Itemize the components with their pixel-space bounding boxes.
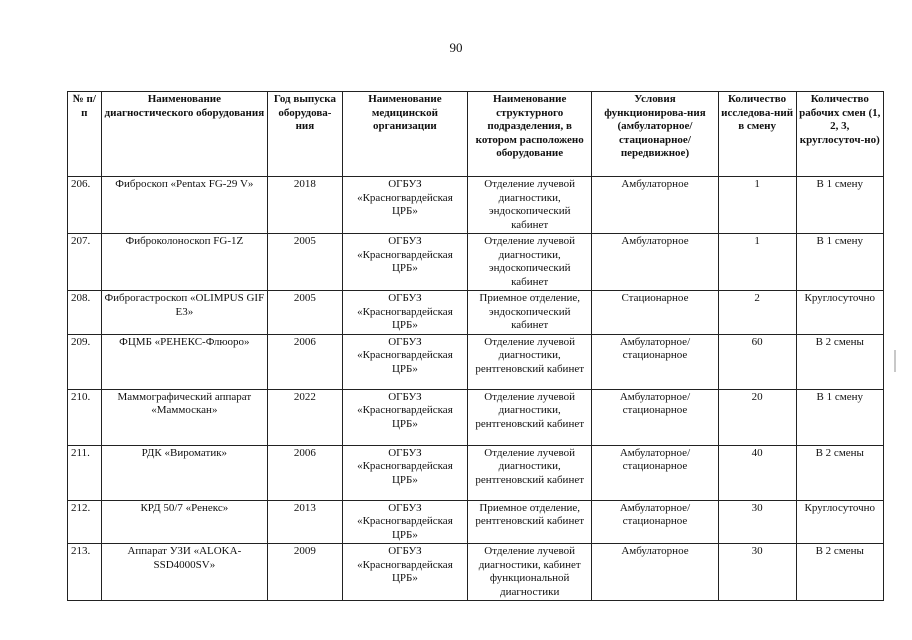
table-row xyxy=(68,234,884,291)
cell-count: 30 xyxy=(718,500,796,544)
table-row xyxy=(68,500,884,544)
cell-org: ОГБУЗ «Красногвардейская ЦРБ» xyxy=(342,500,467,544)
cell-shifts: В 1 смену xyxy=(796,389,883,445)
equipment-table xyxy=(67,91,884,601)
cell-year: 2005 xyxy=(268,234,343,291)
cell-mode: Амбулаторное/ стационарное xyxy=(592,334,718,389)
cell-num: 212. xyxy=(68,500,102,544)
header-org: Наименование медицинской организации xyxy=(342,92,467,177)
cell-unit: Отделение лучевой диагностики, рентгеновский кабинет xyxy=(468,445,592,500)
cell-shifts: В 1 смену xyxy=(796,177,883,234)
cell-year: 2006 xyxy=(268,445,343,500)
cell-count: 40 xyxy=(718,445,796,500)
cell-equipment: Аппарат УЗИ «ALOKA-SSD4000SV» xyxy=(101,544,267,601)
cell-unit: Отделение лучевой диагностики, кабинет функциональной диагностики xyxy=(468,544,592,601)
cell-unit: Отделение лучевой диагностики, рентгеновский кабинет xyxy=(468,334,592,389)
cell-equipment: Фиброскоп «Pentax FG-29 V» xyxy=(101,177,267,234)
cell-shifts: В 2 смены xyxy=(796,544,883,601)
cell-shifts: В 2 смены xyxy=(796,445,883,500)
cell-unit: Отделение лучевой диагностики, эндоскопический кабинет xyxy=(468,234,592,291)
cell-equipment: КРД 50/7 «Ренекс» xyxy=(101,500,267,544)
cell-num: 209. xyxy=(68,334,102,389)
header-shifts: Количество рабочих смен (1, 2, 3, круглосуточ-но) xyxy=(796,92,883,177)
cell-num: 206. xyxy=(68,177,102,234)
cell-mode: Амбулаторное xyxy=(592,177,718,234)
cell-equipment: РДК «Вироматик» xyxy=(101,445,267,500)
cell-unit: Приемное отделение, рентгеновский кабинет xyxy=(468,500,592,544)
cell-org: ОГБУЗ «Красногвардейская ЦРБ» xyxy=(342,389,467,445)
cell-mode: Амбулаторное xyxy=(592,544,718,601)
cell-num: 213. xyxy=(68,544,102,601)
table-row xyxy=(68,177,884,234)
header-mode: Условия функционирова-ния (амбулаторное/ стационарное/ передвижное) xyxy=(592,92,718,177)
header-equipment: Наименование диагностического оборудования xyxy=(101,92,267,177)
header-row xyxy=(68,92,884,177)
cell-year: 2018 xyxy=(268,177,343,234)
cell-unit: Отделение лучевой диагностики, рентгеновский кабинет xyxy=(468,389,592,445)
scan-edge-mark xyxy=(894,350,896,372)
cell-num: 208. xyxy=(68,291,102,335)
cell-org: ОГБУЗ «Красногвардейская ЦРБ» xyxy=(342,291,467,335)
cell-year: 2013 xyxy=(268,500,343,544)
header-year: Год выпуска оборудова-ния xyxy=(268,92,343,177)
cell-shifts: Круглосуточно xyxy=(796,500,883,544)
cell-count: 30 xyxy=(718,544,796,601)
cell-shifts: В 1 смену xyxy=(796,234,883,291)
header-num: № п/п xyxy=(68,92,102,177)
cell-equipment: Фиброгастроскоп «OLIMPUS GIF E3» xyxy=(101,291,267,335)
cell-mode: Амбулаторное/ стационарное xyxy=(592,389,718,445)
cell-year: 2005 xyxy=(268,291,343,335)
cell-org: ОГБУЗ «Красногвардейская ЦРБ» xyxy=(342,334,467,389)
cell-org: ОГБУЗ «Красногвардейская ЦРБ» xyxy=(342,445,467,500)
header-count: Количество исследова-ний в смену xyxy=(718,92,796,177)
cell-equipment: Маммографический аппарат «Маммоскан» xyxy=(101,389,267,445)
cell-count: 2 xyxy=(718,291,796,335)
cell-org: ОГБУЗ «Красногвардейская ЦРБ» xyxy=(342,234,467,291)
cell-org: ОГБУЗ «Красногвардейская ЦРБ» xyxy=(342,544,467,601)
cell-year: 2009 xyxy=(268,544,343,601)
cell-shifts: Круглосуточно xyxy=(796,291,883,335)
cell-count: 60 xyxy=(718,334,796,389)
cell-mode: Амбулаторное xyxy=(592,234,718,291)
cell-count: 1 xyxy=(718,177,796,234)
cell-num: 207. xyxy=(68,234,102,291)
header-unit: Наименование структурного подразделения, в котором расположено оборудование xyxy=(468,92,592,177)
table-row xyxy=(68,544,884,601)
cell-equipment: ФЦМБ «РЕНЕКС-Флюоро» xyxy=(101,334,267,389)
cell-shifts: В 2 смены xyxy=(796,334,883,389)
cell-count: 1 xyxy=(718,234,796,291)
table-row xyxy=(68,334,884,389)
cell-year: 2006 xyxy=(268,334,343,389)
cell-num: 211. xyxy=(68,445,102,500)
cell-mode: Стационарное xyxy=(592,291,718,335)
cell-org: ОГБУЗ «Красногвардейская ЦРБ» xyxy=(342,177,467,234)
table-row xyxy=(68,291,884,335)
cell-equipment: Фиброколоноскоп FG-1Z xyxy=(101,234,267,291)
cell-mode: Амбулаторное/ стационарное xyxy=(592,445,718,500)
cell-year: 2022 xyxy=(268,389,343,445)
cell-unit: Отделение лучевой диагностики, эндоскопический кабинет xyxy=(468,177,592,234)
cell-count: 20 xyxy=(718,389,796,445)
cell-num: 210. xyxy=(68,389,102,445)
page-number: 90 xyxy=(449,40,463,55)
cell-unit: Приемное отделение, эндоскопический кабинет xyxy=(468,291,592,335)
table-row xyxy=(68,389,884,445)
table-row xyxy=(68,445,884,500)
cell-mode: Амбулаторное/ стационарное xyxy=(592,500,718,544)
